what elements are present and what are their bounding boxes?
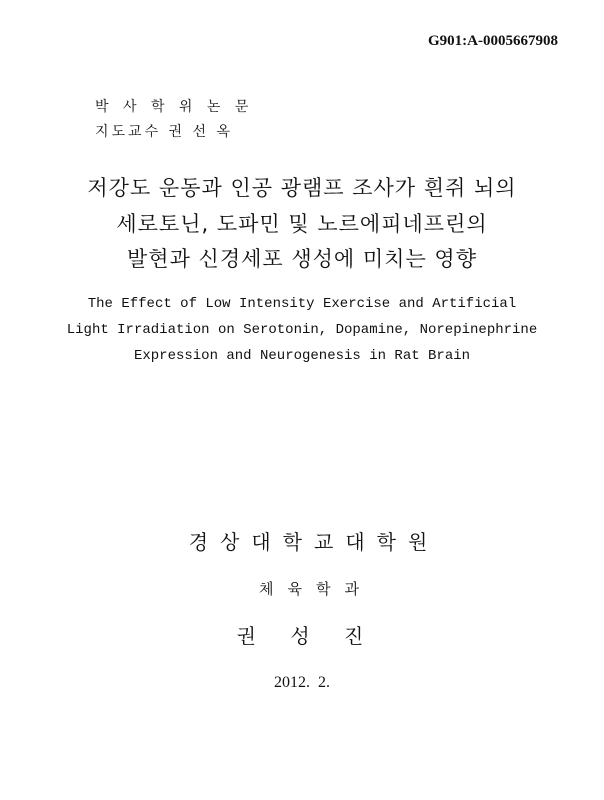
korean-title-line: 저강도 운동과 인공 광램프 조사가 흰쥐 뇌의 bbox=[87, 176, 517, 200]
korean-title-line: 세로토닌, 도파민 및 노르에피네프린의 bbox=[116, 212, 488, 236]
department: 체육학과 bbox=[259, 580, 373, 598]
english-title-line: Expression and Neurogenesis in Rat Brain bbox=[133, 348, 471, 364]
degree-label: 박 사 학 위 논 문 bbox=[95, 99, 254, 115]
english-title-line: The Effect of Low Intensity Exercise and Artificial bbox=[87, 296, 517, 312]
advisor-label: 지도교수 권 선 옥 bbox=[95, 124, 234, 140]
date: 2012. 2. bbox=[274, 674, 330, 691]
english-title-line: Light Irradiation on Serotonin, Dopamine, Norepinephrine bbox=[66, 322, 538, 338]
author: 권 성 진 bbox=[236, 624, 368, 648]
document-code: G901:A-0005667908 bbox=[428, 33, 558, 49]
korean-title-line: 발현과 신경세포 생성에 미치는 영향 bbox=[127, 247, 477, 271]
university: 경상대학교대학원 bbox=[188, 530, 440, 554]
